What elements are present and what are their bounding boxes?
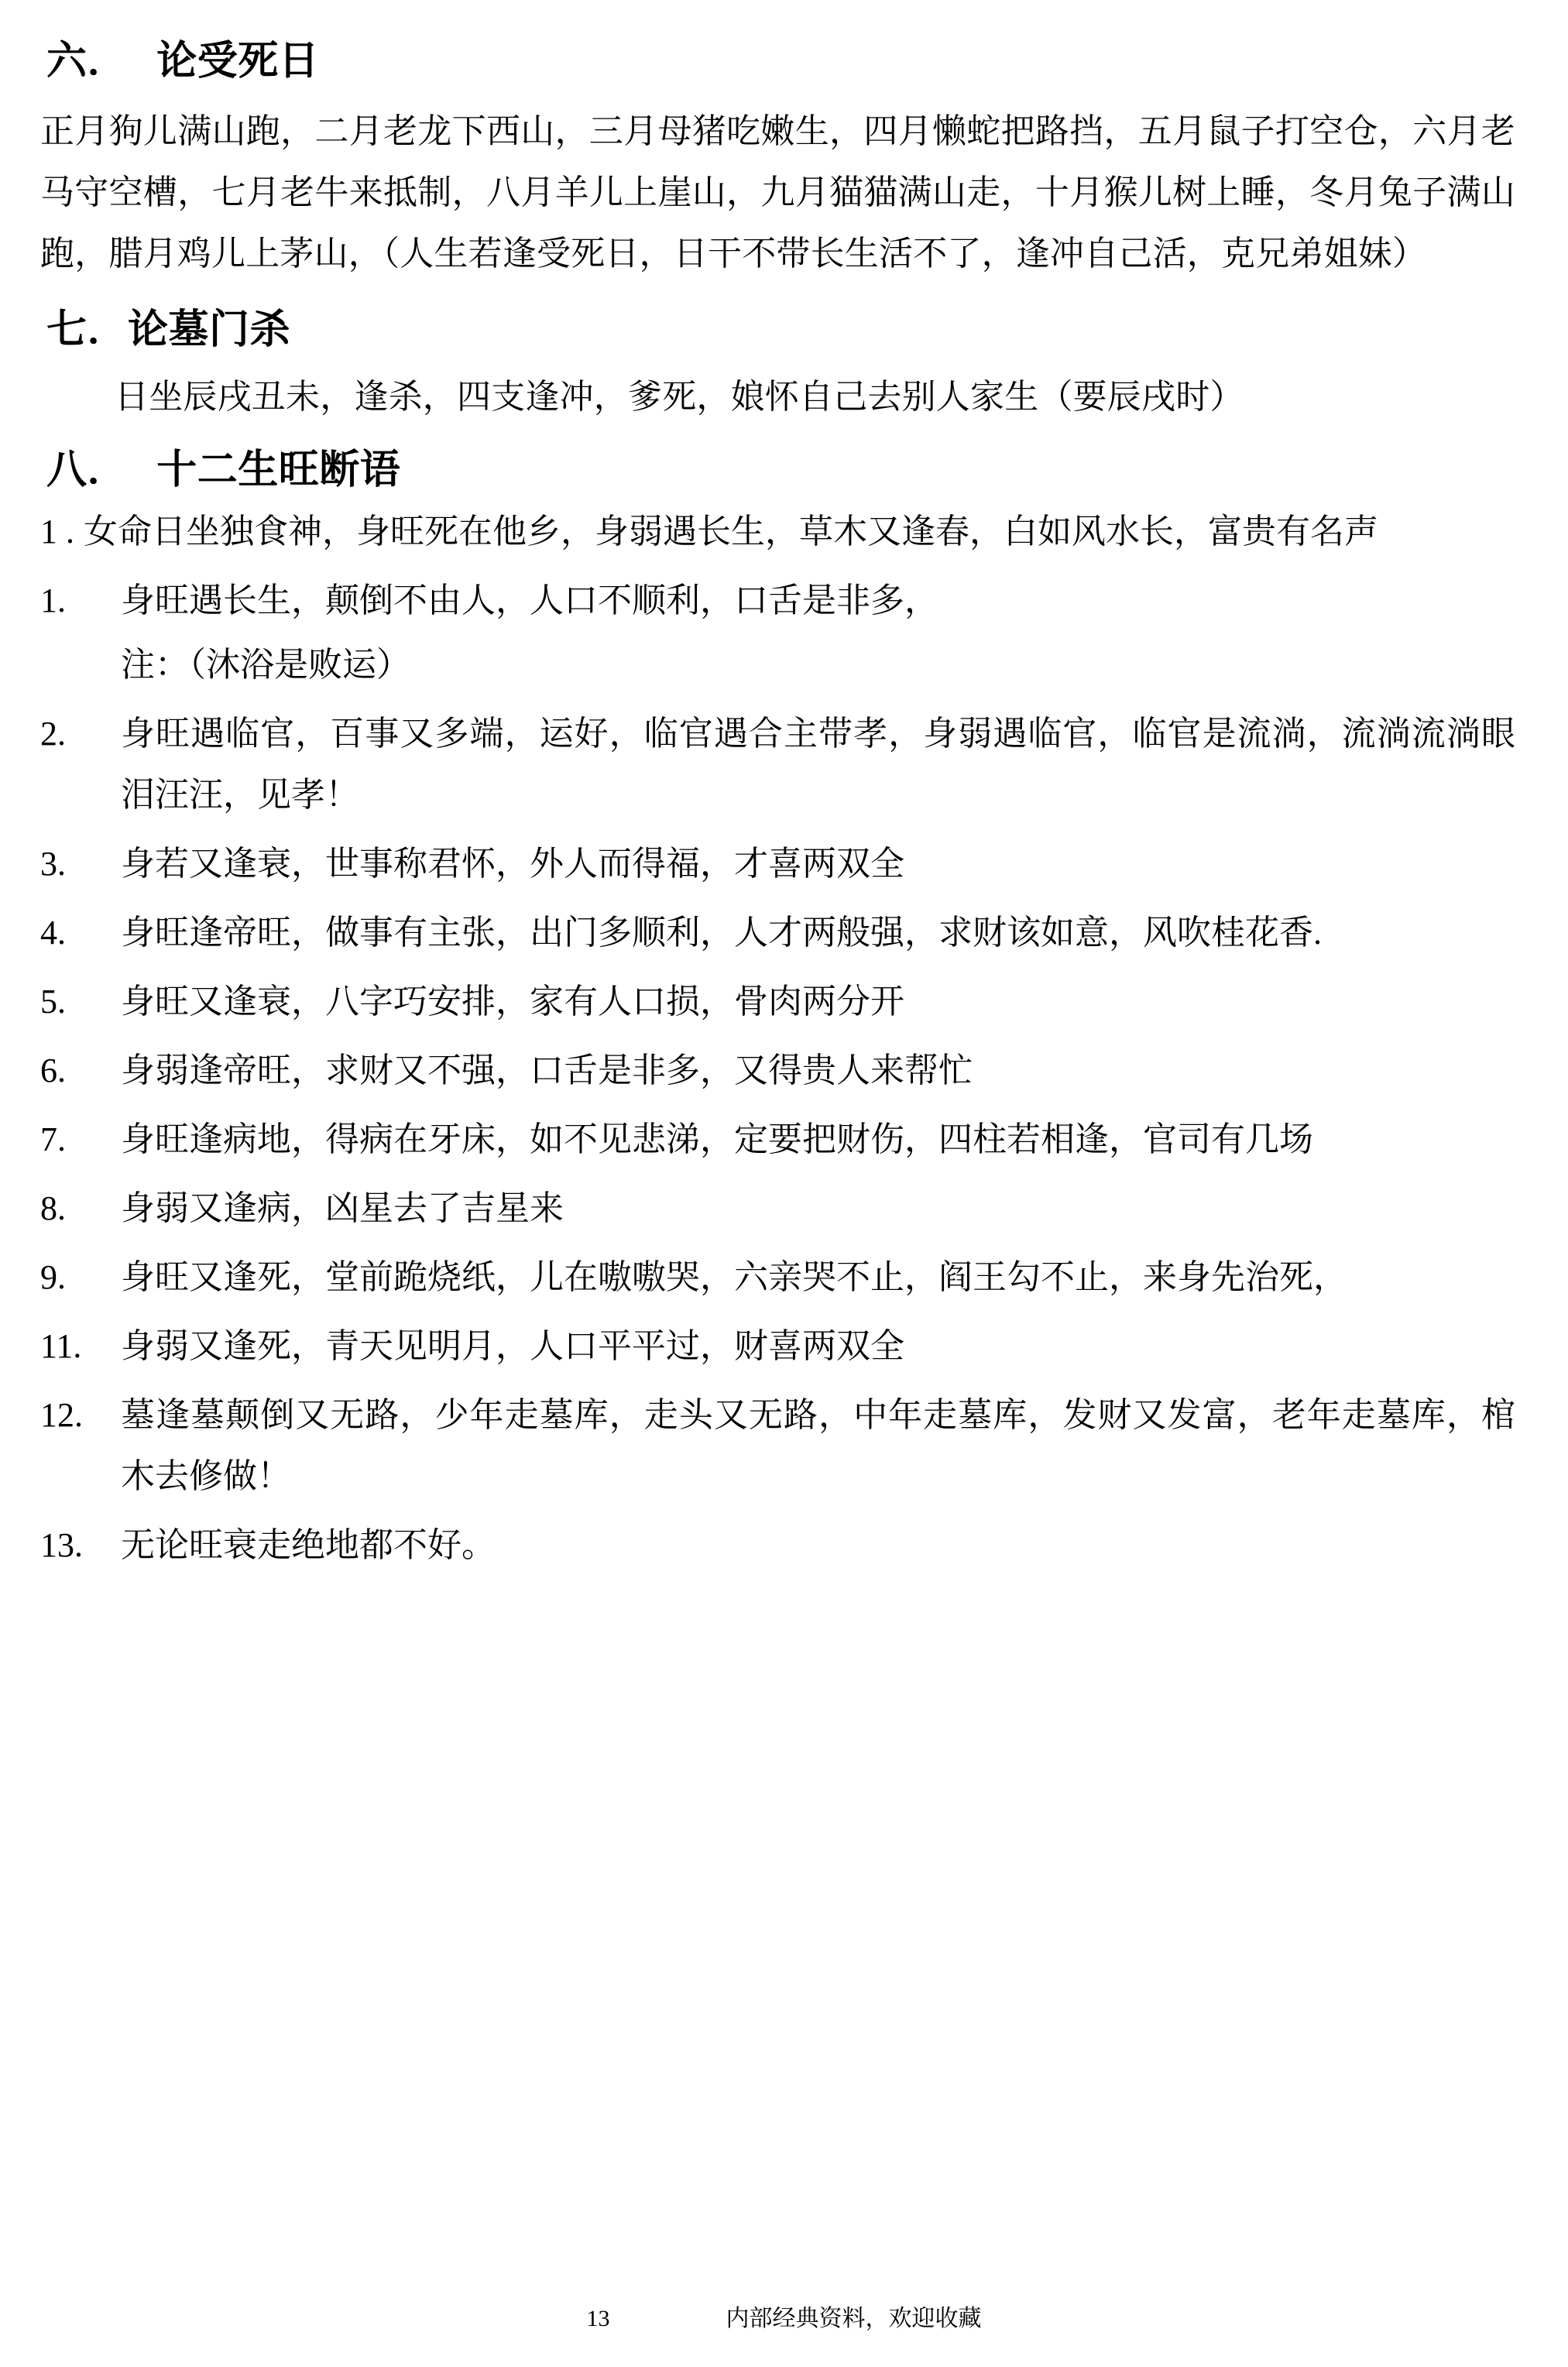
list-item-text: 无论旺衰走绝地都不好。: [121, 1525, 496, 1564]
section-heading-eight: 八． 十二生旺断语: [46, 447, 401, 494]
list-item: [40, 1040, 1515, 1101]
list-item: [40, 570, 1515, 631]
list-item: [40, 971, 1515, 1032]
list-item-number: 3.: [40, 844, 66, 883]
list-item-text: 身弱逢帝旺，求财又不强，口舌是非多，又得贵人来帮忙: [121, 1051, 973, 1089]
list-item-number: 5.: [40, 982, 66, 1021]
section-heading-six: 六． 论受死日: [46, 38, 320, 84]
section-six-paragraph: 正月狗儿满山跑，二月老龙下西山，三月母猪吃嫩生，四月懒蛇把路挡，五月鼠子打空仓，六月老马守空槽，七月老牛来抵制，八月羊儿上崖山，九月猫猫满山走，十月猴儿树上睡，冬月兔子满山跑，腊月鸡儿上茅山，（人生若逢受死日，日干不带长生活不了，逢冲自己活，克兄弟姐妹）: [40, 112, 1515, 273]
list-item-text: 身旺遇长生，颠倒不由人，人口不顺利，口舌是非多，: [121, 581, 938, 619]
list-item-text: 女命日坐独食神，身旺死在他乡，身弱遇长生，草木又逢春，白如风水长，富贵有名声: [84, 512, 1378, 551]
list-item: [40, 833, 1515, 894]
list-item-number: 12.: [40, 1395, 83, 1434]
list-item-text: 身旺逢帝旺，做事有主张，出门多顺利，人才两般强，求财该如意，风吹桂花香.: [121, 913, 1322, 952]
list-item-number: 8.: [40, 1189, 66, 1227]
list-item-text: 身弱又逢死，青天见明月，人口平平过，财喜两双全: [121, 1326, 904, 1365]
footer-page-number: 13: [586, 2306, 610, 2331]
list-item-text: 身旺又逢衰，八字巧安排，家有人口损，骨肉两分开: [121, 982, 904, 1021]
list-item: [40, 703, 1515, 825]
list-item: [40, 1316, 1515, 1377]
list-item: [40, 501, 1515, 562]
section-heading-seven: 七．论墓门杀: [46, 307, 291, 354]
list-item-note: 注：（沐浴是败运）: [121, 645, 410, 684]
list-item-number: 6.: [40, 1051, 66, 1089]
list-item-text: 身旺又逢死，堂前跪烧纸，儿在嗷嗷哭，六亲哭不止，阎王勾不止，来身先治死，: [121, 1257, 1347, 1296]
list-item: [40, 902, 1515, 963]
list-item-number: 1 .: [40, 512, 74, 551]
list-item: [40, 1515, 1515, 1576]
section-seven-quote: 日坐辰戌丑未，逢杀，四支逢冲，爹死，娘怀自己去别人家生（要辰戌时）: [115, 378, 1244, 417]
list-item: [40, 1384, 1515, 1507]
list-item: [40, 1178, 1515, 1239]
list-item-text: 身旺逢病地，得病在牙床，如不见悲涕，定要把财伤，四柱若相逢，官司有几场: [121, 1120, 1313, 1158]
list-item-text: 墓逢墓颠倒又无路，少年走墓库，走头又无路，中年走墓库，发财又发富，老年走墓库，棺木去修做！: [121, 1395, 1515, 1495]
list-item-number: 9.: [40, 1257, 66, 1296]
list-item-number: 7.: [40, 1120, 66, 1158]
list-item-number: 13.: [40, 1525, 83, 1564]
page-footer: [0, 2305, 1568, 2333]
list-item-number: 11.: [40, 1326, 82, 1365]
list-item-number: 2.: [40, 714, 66, 753]
list-item-number: 1.: [40, 581, 66, 619]
list-item-number: 4.: [40, 913, 66, 952]
list-item: [40, 1247, 1515, 1308]
list-item: [40, 1109, 1515, 1170]
footer-note: 内部经典资料，欢迎收藏: [726, 2306, 982, 2331]
list-item-text: 身若又逢衰，世事称君怀，外人而得福，才喜两双全: [121, 844, 904, 883]
list-item-text: 身旺遇临官，百事又多端，运好，临官遇合主带孝，身弱遇临官，临官是流淌，流淌流淌眼泪汪汪，见孝！: [121, 714, 1515, 814]
list-item-text: 身弱又逢病，凶星去了吉星来: [121, 1189, 564, 1227]
